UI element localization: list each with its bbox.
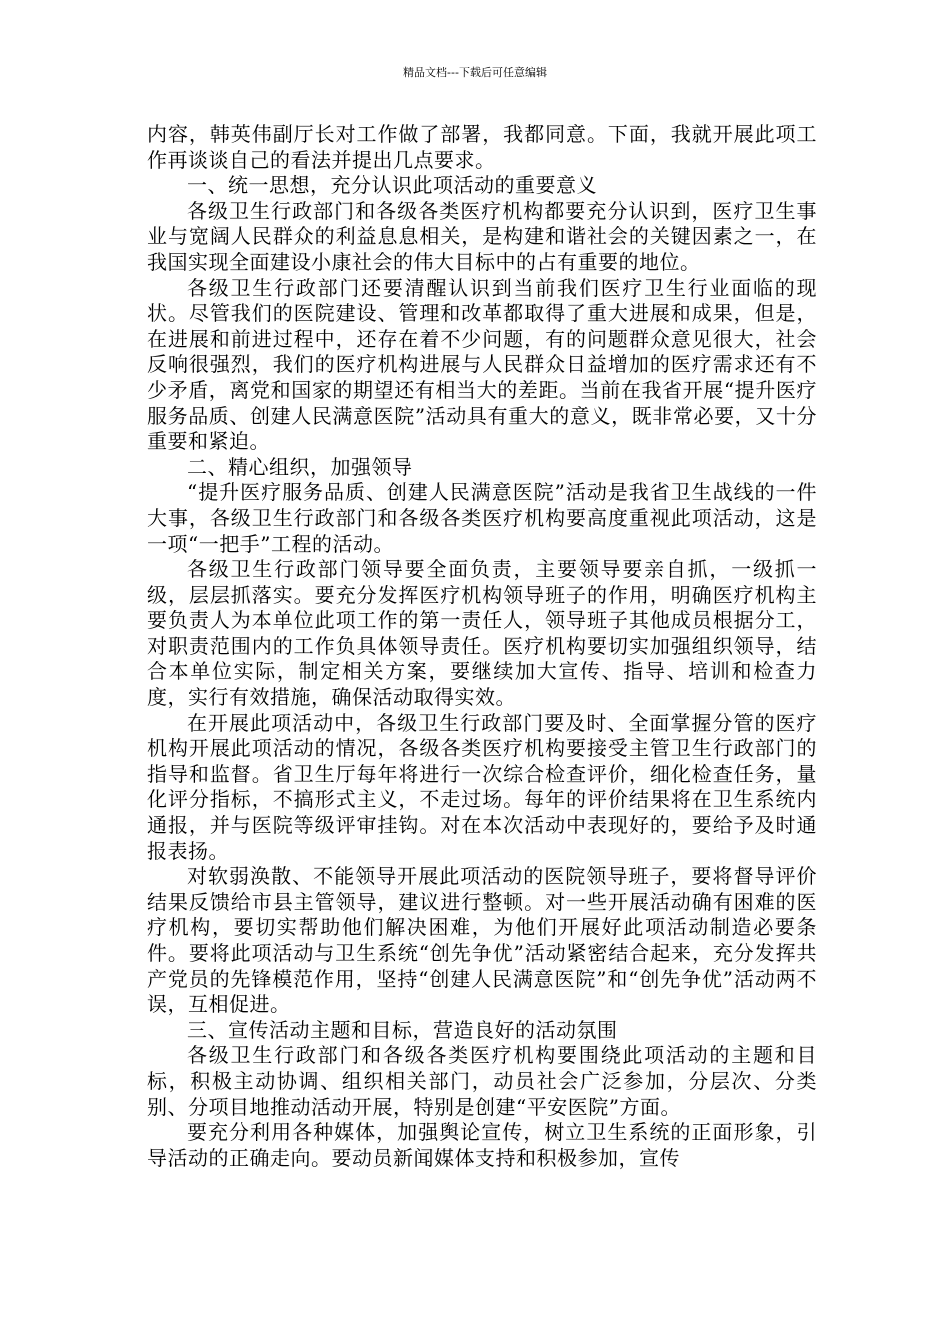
paragraph: 各级卫生行政部门和各级各类医疗机构要围绕此项活动的主题和目标，积极主动协调、组织相关部门，动员社会广泛参加，分层次、分类别、分项目地推动活动开展，特别是创建“平安医院”方面。 — [147, 1043, 817, 1119]
paragraph: 各级卫生行政部门领导要全面负责，主要领导要亲自抓，一级抓一级，层层抓落实。要充分发挥医疗机构领导班子的作用，明确医疗机构主要负责人为本单位此项工作的第一责任人，领导班子其他成员根据分工，对职责范围内的工作负具体领导责任。医疗机构要切实加强组织领导，结合本单位实际，制定相关方案，要继续加大宣传、指导、培训和检查力度，实行有效措施，确保活动取得实效。 — [147, 557, 817, 710]
paragraph: “提升医疗服务品质、创建人民满意医院”活动是我省卫生战线的一件大事，各级卫生行政部门和各级各类医疗机构要高度重视此项活动，这是一项“一把手”工程的活动。 — [147, 480, 817, 556]
document-body — [147, 122, 817, 1171]
paragraph: 要充分利用各种媒体，加强舆论宣传，树立卫生系统的正面形象，引导活动的正确走向。要动员新闻媒体支持和积极参加，宣传 — [147, 1120, 817, 1170]
section-heading-1: 一、统一思想，充分认识此项活动的重要意义 — [187, 173, 597, 198]
paragraph: 对软弱涣散、不能领导开展此项活动的医院领导班子，要将督导评价结果反馈给市县主管领导，建议进行整顿。对一些开展活动确有困难的医疗机构，要切实帮助他们解决困难，为他们开展好此项活动制造必要条件。要将此项活动与卫生系统“创先争优”活动紧密结合起来，充分发挥共产党员的先锋模范作用，坚持“创建人民满意医院”和“创先争优”活动两不误，互相促进。 — [147, 864, 817, 1017]
paragraph: 在开展此项活动中，各级卫生行政部门要及时、全面掌握分管的医疗机构开展此项活动的情况，各级各类医疗机构要接受主管卫生行政部门的指导和监督。省卫生厅每年将进行一次综合检查评价，细化检查任务，量化评分指标，不搞形式主义，不走过场。每年的评价结果将在卫生系统内通报，并与医院等级评审挂钩。对在本次活动中表现好的，要给予及时通报表扬。 — [147, 710, 817, 863]
page-header: 精品文档---下载后可任意编辑 — [403, 66, 547, 79]
paragraph: 各级卫生行政部门和各级各类医疗机构都要充分认识到，医疗卫生事业与宽阔人民群众的利益息息相关，是构建和谐社会的关键因素之一，在我国实现全面建设小康社会的伟大目标中的占有重要的地位。 — [147, 198, 817, 274]
paragraph: 各级卫生行政部门还要清醒认识到当前我们医疗卫生行业面临的现状。尽管我们的医院建设、管理和改革都取得了重大进展和成果，但是，在进展和前进过程中，还存在着不少问题，有的问题群众意见很大，社会反响很强烈，我们的医疗机构进展与人民群众日益增加的医疗需求还有不少矛盾，离党和国家的期望还有相当大的差距。当前在我省开展“提升医疗服务品质、创建人民满意医院”活动具有重大的意义，既非常必要，又十分重要和紧迫。 — [147, 275, 817, 454]
section-heading-3: 三、宣传活动主题和目标，营造良好的活动氛围 — [187, 1017, 618, 1042]
paragraph-intro: 内容，韩英伟副厅长对工作做了部署，我都同意。下面，我就开展此项工作再谈谈自己的看法并提出几点要求。 — [147, 122, 817, 172]
section-heading-2: 二、精心组织，加强领导 — [187, 454, 413, 479]
